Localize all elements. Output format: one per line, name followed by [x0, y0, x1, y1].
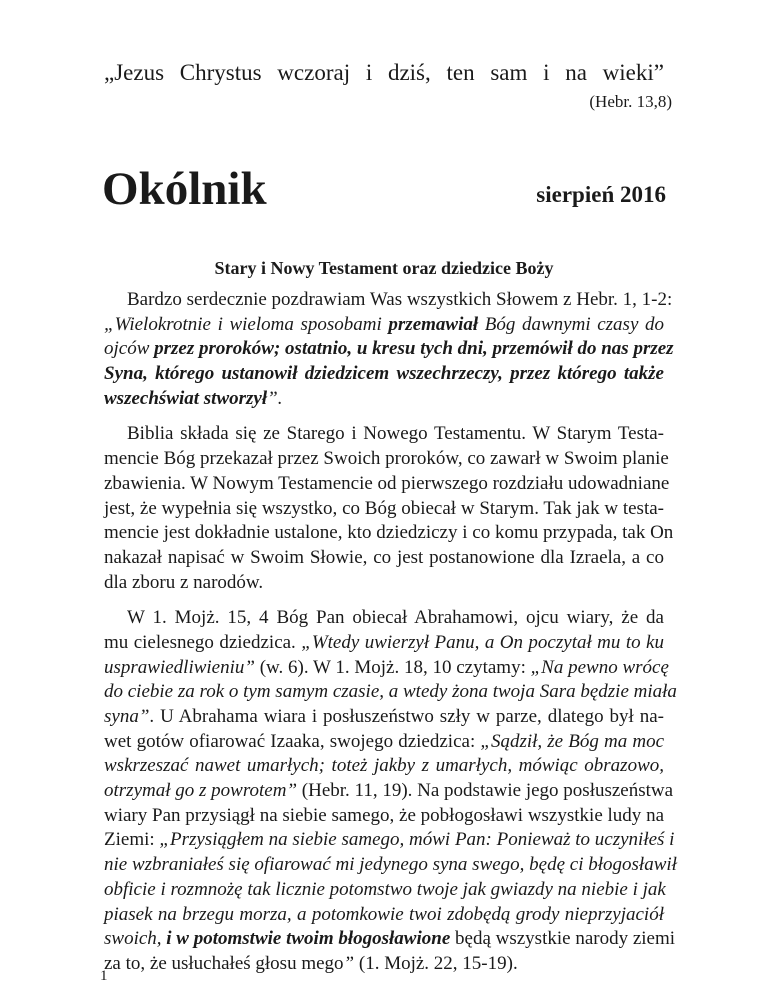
- text-line: [104, 288, 673, 313]
- text-line: [104, 754, 664, 779]
- text-line: [104, 362, 664, 387]
- text-run: . U Abrahama wiara i posłuszeństwo szły w parze, dlatego był na-: [149, 706, 664, 727]
- text-line: [104, 779, 674, 804]
- text-line: [104, 853, 677, 878]
- text-line: [104, 521, 674, 546]
- text-line: [104, 337, 674, 362]
- paragraph: [104, 422, 674, 595]
- italic-quote-run: syna”: [104, 706, 150, 727]
- text-line: [104, 571, 664, 596]
- text-run: (1. Mojż. 22, 15-19).: [354, 952, 518, 974]
- text-run: mencie jest dokładnie ustalone, kto dziedziczy i co komu przypada, tak On: [104, 522, 674, 544]
- text-run: wet gotów ofiarować Izaaka, swojego dziedzica:: [104, 730, 481, 752]
- bold-italic-emphasis-run: Syna, którego ustanowił dziedzicem wszechrzeczy, przez którego także: [104, 363, 664, 385]
- text-line: [104, 546, 664, 571]
- text-line: [104, 903, 664, 928]
- text-line: [104, 387, 664, 412]
- text-run: za to, że usłuchałeś głosu mego: [104, 952, 344, 974]
- italic-quote-run: piasek na brzegu morza, a potomkowie twoi zdobędą grody nieprzyjaciół: [104, 903, 664, 925]
- text-run: dla zboru z narodów.: [104, 571, 264, 593]
- text-run: W 1. Mojż. 15, 4 Bóg Pan obiecał Abrahamowi, ojcu wiary, że da: [127, 607, 664, 629]
- italic-quote-run: „Na pewno wrócę: [530, 656, 669, 678]
- italic-quote-run: ojców: [104, 338, 155, 360]
- text-run: mu cielesnego dziedzica.: [104, 631, 302, 653]
- text-line: [104, 878, 664, 903]
- paragraph: [104, 606, 677, 976]
- bold-italic-emphasis-run: wszechświat stworzył: [104, 387, 268, 409]
- page-number: 1: [100, 968, 108, 984]
- italic-quote-run: „Wtedy uwierzył Panu, a On poczytał mu to ku: [301, 631, 664, 653]
- italic-quote-run: Bóg dawnymi czasy do: [478, 313, 664, 335]
- text-line: [104, 952, 664, 977]
- italic-quote-run: „Sądził, że Bóg ma moc: [480, 730, 665, 752]
- text-run: zbawienia. W Nowym Testamencie od pierwszego rozdziału udowadniane: [104, 472, 670, 494]
- text-line: [104, 313, 664, 338]
- text-line: [104, 606, 664, 631]
- italic-quote-run: wskrzeszać nawet umarłych; toteż jakby z umarłych, mówiąc obrazowo,: [104, 755, 664, 777]
- motto-quote: „Jezus Chrystus wczoraj i dziś, ten sam i na wieki”: [104, 60, 664, 85]
- italic-quote-run: do ciebie za rok o tym samym czasie, a wtedy żona twoja Sara będzie miała: [104, 681, 677, 703]
- text-line: [104, 447, 669, 472]
- article-heading: Stary i Nowy Testament oraz dziedzice Boży: [214, 258, 554, 278]
- text-run: Biblia składa się ze Starego i Nowego Testamentu. W Starym Testa-: [127, 423, 664, 445]
- bold-italic-emphasis-run: przez proroków; ostatnio, u kresu tych dni, przemówił do nas przez: [154, 338, 674, 360]
- text-run: (Hebr. 11, 19). Na podstawie jego posłuszeństwa: [297, 780, 674, 802]
- text-line: [104, 804, 664, 829]
- issue-date: sierpień 2016: [536, 182, 666, 207]
- bold-italic-emphasis-run: przemawiał: [388, 313, 479, 335]
- text-run: mencie Bóg przekazał przez Swoich proroków, co zawarł w Swoim planie: [104, 448, 669, 470]
- article-body: [104, 288, 677, 988]
- text-line: [104, 927, 676, 952]
- italic-quote-run: obficie i rozmnożę tak licznie potomstwo twoje jak gwiazdy na niebie i jak: [104, 878, 666, 900]
- text-run: Ziemi:: [104, 829, 160, 851]
- italic-quote-run: „Wielokrotnie i wieloma sposobami: [104, 313, 389, 335]
- text-line: [104, 472, 670, 497]
- text-line: [104, 656, 669, 681]
- italic-quote-run: swoich,: [104, 928, 167, 950]
- text-run: jest, że wypełnia się wszystko, co Bóg obiecał w Starym. Tak jak w testa-: [104, 497, 664, 519]
- text-line: [104, 705, 664, 730]
- text-line: [104, 828, 675, 853]
- bold-italic-emphasis-run: i w potomstwie twoim błogosławione: [166, 928, 451, 950]
- text-run: nakazał napisać w Swoim Słowie, co jest postanowione dla Izraela, a co: [104, 546, 664, 568]
- italic-quote-run: ”: [343, 952, 355, 974]
- italic-quote-run: usprawiedliwieniu”: [104, 656, 255, 678]
- text-run: wiary Pan przysiągł na siebie samego, że pobłogosławi wszystkie ludy na: [104, 804, 664, 826]
- text-line: [104, 422, 664, 447]
- text-run: Bardzo serdecznie pozdrawiam Was wszystkich Słowem z Hebr. 1, 1-2:: [127, 289, 673, 310]
- text-line: [104, 631, 664, 656]
- italic-quote-run: nie wzbraniałeś się ofiarować mi jedynego syna swego, będę ci błogosławił: [104, 854, 677, 876]
- text-line: [104, 497, 664, 522]
- italic-quote-run: „Przysiągłem na siebie samego, mówi Pan: Ponieważ to uczyniłeś i: [159, 829, 675, 851]
- text-line: [104, 730, 664, 755]
- motto-reference: (Hebr. 13,8): [589, 92, 672, 111]
- text-line: [104, 680, 677, 705]
- text-run: będą wszystkie narody ziemi: [450, 928, 676, 950]
- italic-quote-run: ”.: [267, 387, 283, 409]
- text-run: (w. 6). W 1. Mojż. 18, 10 czytamy:: [254, 656, 531, 678]
- paragraph: [104, 288, 674, 411]
- page-title: Okólnik: [102, 163, 267, 215]
- italic-quote-run: otrzymał go z powrotem”: [104, 780, 298, 802]
